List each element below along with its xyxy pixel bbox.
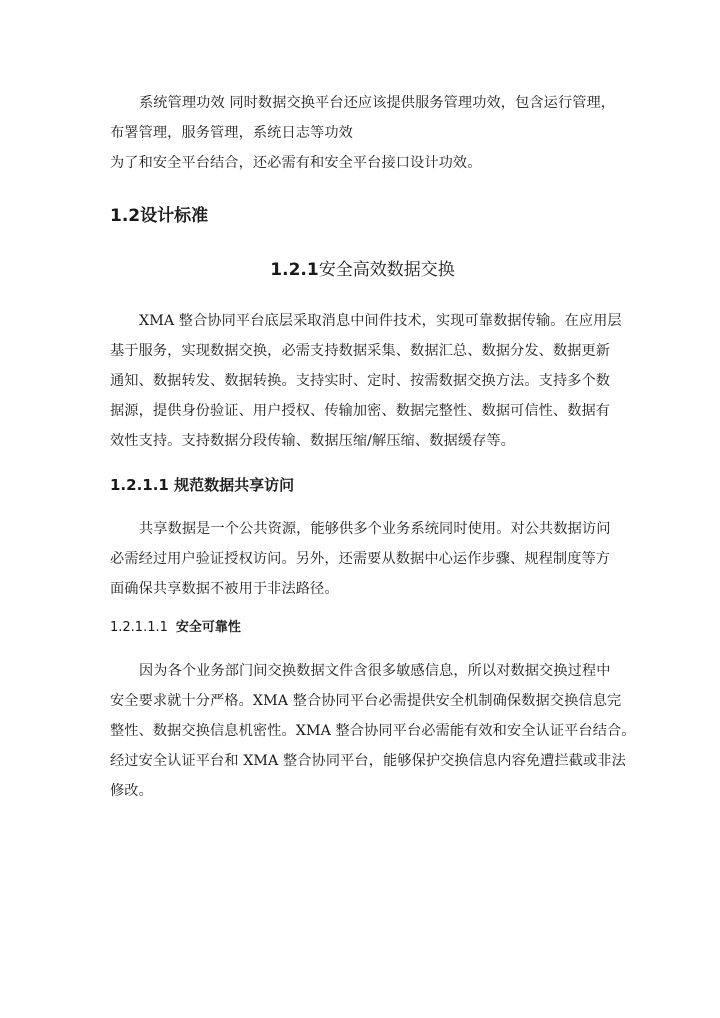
paragraph-line: 修改。 xyxy=(110,783,153,799)
paragraph-line: 经过安全认证平台和 XMA 整合协同平台，能够保护交换信息内容免遭拦截或非法 xyxy=(110,753,626,769)
paragraph-line: 整性、数据交换信息机密性。XMA 整合协同平台必需能有效和安全认证平台结合。 xyxy=(110,723,636,739)
paragraph-line: 因为各个业务部门间交换数据文件含很多敏感信息，所以对数据交换过程中 xyxy=(139,663,611,679)
section-1-2-1-1-1-paragraph xyxy=(110,656,636,806)
section-1-2-1-paragraph xyxy=(110,306,622,456)
paragraph-line: 共享数据是一个公共资源，能够供多个业务系统同时使用。对公共数据访问 xyxy=(139,521,611,537)
paragraph-line: 面确保共享数据不被用于非法路径。 xyxy=(110,581,339,597)
paragraph-line: 布署管理，服务管理，系统日志等功效 xyxy=(110,125,353,141)
heading-number: 1.2.1 xyxy=(270,260,319,280)
paragraph-line: 为了和安全平台结合，还必需有和安全平台接口设计功效。 xyxy=(110,155,482,171)
paragraph-line: 据源，提供身份验证、用户授权、传输加密、数据完整性、数据可信性、数据有 xyxy=(110,403,611,419)
section-heading-1-2-1-1-1 xyxy=(110,618,615,638)
heading-title: 安全可靠性 xyxy=(175,620,241,635)
paragraph-line: 基于服务，实现数据交换，必需支持数据采集、数据汇总、数据分发、数据更新 xyxy=(110,343,611,359)
paragraph-line: 通知、数据转发、数据转换。支持实时、定时、按需数据交换方法。支持多个数 xyxy=(110,373,611,389)
section-heading-1-2: 1.2设计标准 xyxy=(110,206,209,226)
paragraph-line: 效性支持。支持数据分段传输、数据压缩/解压缩、数据缓存等。 xyxy=(110,433,515,449)
paragraph-line: 必需经过用户验证授权访问。另外，还需要从数据中心运作步骤、规程制度等方 xyxy=(110,551,611,567)
paragraph-line: XMA 整合协同平台底层采取消息中间件技术，实现可靠数据传输。在应用层 xyxy=(139,313,622,329)
document-page xyxy=(110,88,636,806)
section-heading-1-2-1-1: 1.2.1.1 规范数据共享访问 xyxy=(110,476,295,494)
section-heading-1-2-1 xyxy=(110,258,615,282)
paragraph-line: 安全要求就十分严格。XMA 整合协同平台必需提供安全机制确保数据交换信息完 xyxy=(110,693,622,709)
section-1-2-1-1-paragraph xyxy=(110,514,615,604)
paragraph-line: 系统管理功效 同时数据交换平台还应该提供服务管理功效，包含运行管理， xyxy=(139,95,616,111)
heading-title: 安全高效数据交换 xyxy=(318,260,455,280)
heading-number: 1.2.1.1.1 xyxy=(110,620,168,635)
intro-paragraph xyxy=(110,88,615,178)
